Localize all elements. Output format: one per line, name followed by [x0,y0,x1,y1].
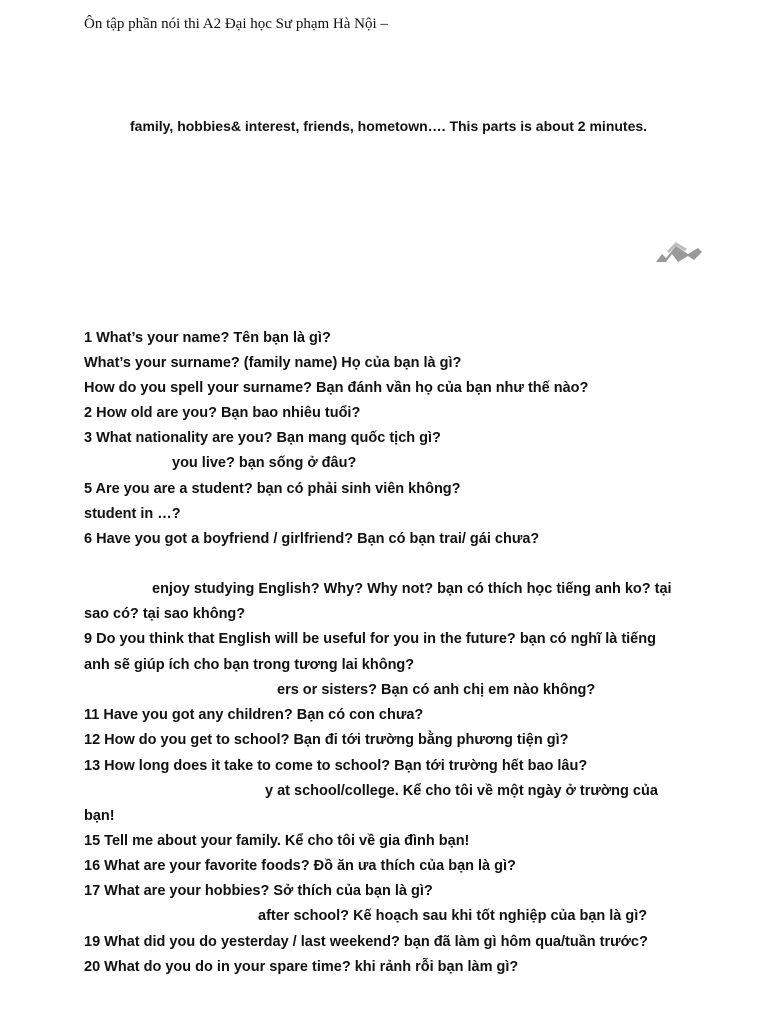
question-line: sao có? tại sao không? [84,606,246,622]
question-line: 19 What did you do yesterday / last weekend? bạn đã làm gì hôm qua/tuần trước? [84,934,648,950]
question-line: 15 Tell me about your family. Kể cho tôi về gia đình bạn! [84,833,470,849]
watermark-logo-icon [654,240,704,264]
question-line: after school? Kế hoạch sau khi tốt nghiệp của bạn là gì? [258,908,648,924]
question-line: anh sẽ giúp ích cho bạn trong tương lai không? [84,657,415,673]
question-line: bạn! [84,808,115,824]
question-line: student in …? [84,506,181,522]
question-line: 1 What’s your name? Tên bạn là gì? [84,330,331,346]
question-line: What’s your surname? (family name) Họ của bạn là gì? [84,355,462,371]
intro-text: family, hobbies& interest, friends, hometown…. This parts is about 2 minutes. [130,118,648,134]
question-line: y at school/college. Kể cho tôi về một ngày ở trường của [265,783,658,799]
question-line: you live? bạn sống ở đâu? [172,455,357,471]
question-line: 5 Are you are a student? bạn có phải sinh viên không? [84,481,461,497]
question-line: ers or sisters? Bạn có anh chị em nào không? [277,682,596,698]
question-line: 17 What are your hobbies? Sở thích của bạn là gì? [84,883,433,899]
question-line: 11 Have you got any children? Bạn có con chưa? [84,707,424,723]
question-line: 12 How do you get to school? Bạn đi tới trường bằng phương tiện gì? [84,732,569,748]
question-line: 20 What do you do in your spare time? khi rảnh rỗi bạn làm gì? [84,959,519,975]
question-line: 3 What nationality are you? Bạn mang quốc tịch gì? [84,430,441,446]
question-line: How do you spell your surname? Bạn đánh vần họ của bạn như thế nào? [84,380,589,396]
question-line: 13 How long does it take to come to school? Bạn tới trường hết bao lâu? [84,758,588,774]
question-line: 6 Have you got a boyfriend / girlfriend? Bạn có bạn trai/ gái chưa? [84,531,540,547]
question-line: 9 Do you think that English will be useful for you in the future? bạn có nghĩ là tiếng [84,631,656,647]
question-line: enjoy studying English? Why? Why not? bạn có thích học tiếng anh ko? tại [152,581,672,597]
question-line: 16 What are your favorite foods? Đồ ăn ưa thích của bạn là gì? [84,858,516,874]
document-header: Ôn tập phần nói thi A2 Đại học Sư phạm Hà Nội – [84,16,388,32]
question-line: 2 How old are you? Bạn bao nhiêu tuổi? [84,405,361,421]
